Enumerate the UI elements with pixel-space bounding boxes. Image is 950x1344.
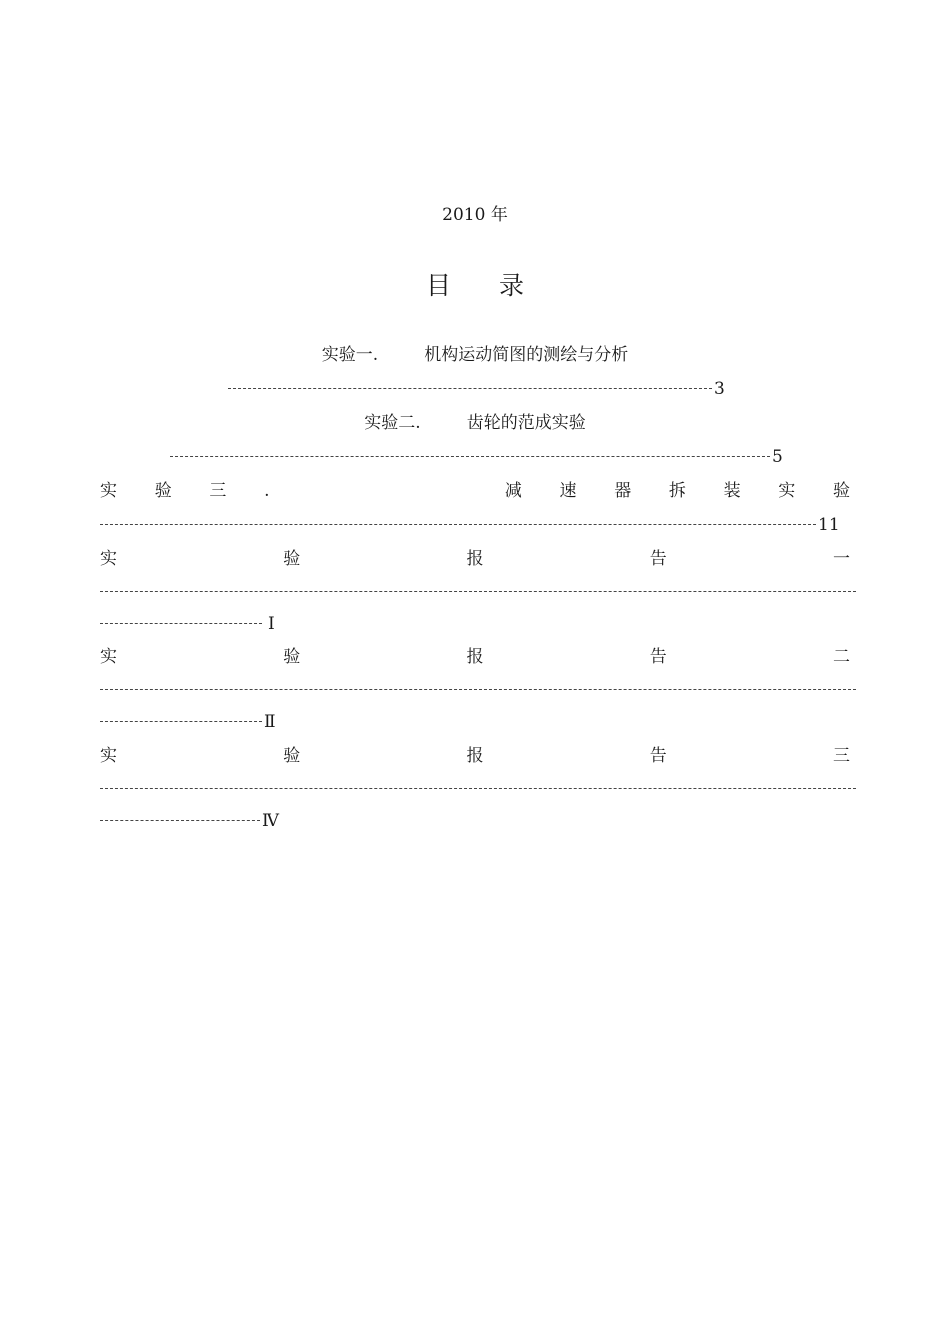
toc-report-1-char: 验 [283,549,301,569]
toc-entry-1-leader [228,377,725,401]
toc-report-2-char: 报 [466,647,484,667]
toc-entry-1-heading [0,343,950,367]
toc-report-3-leader [100,809,279,833]
toc-entry-2-title: 齿轮的范成实验 [466,413,586,433]
toc-report-2-page[interactable]: Ⅱ [264,712,276,732]
toc-entry-2-page[interactable]: 5 [772,447,783,467]
toc-entry-2-leader [170,445,783,469]
toc-report-3-char: 实 [100,746,117,766]
toc-report-2-char: 验 [283,647,301,667]
toc-title: 目录 [425,271,572,300]
toc-report-3-char: 验 [283,746,301,766]
toc-report-2-heading [100,645,850,669]
toc-report-1-char: 一 [833,549,850,569]
toc-report-1-heading [100,547,850,571]
toc-entry-3-heading [100,479,850,503]
toc-report-1-leader [100,612,275,636]
toc-report-3-leader-line [100,788,856,789]
toc-report-1-char: 实 [100,549,117,569]
toc-report-3-heading [100,744,850,768]
toc-entry-3-page[interactable]: 11 [818,515,840,535]
toc-entry-3-char: . [264,481,270,501]
toc-report-2-char: 告 [649,647,667,667]
toc-report-2-leader [100,710,276,734]
toc-entry-1-title: 机构运动简图的测绘与分析 [424,345,629,365]
toc-entry-3-char: 拆 [668,481,686,501]
toc-entry-3-char: 器 [614,481,632,501]
toc-report-1-page[interactable]: Ⅰ [268,614,275,634]
toc-report-3-page[interactable]: Ⅳ [262,811,279,831]
toc-report-2-char: 二 [833,647,850,667]
toc-entry-1-label: 实验一. [321,345,379,365]
toc-entry-2-heading [0,411,950,435]
toc-entry-3-char: 速 [559,481,577,501]
toc-entry-3-char: 验 [832,481,850,501]
toc-report-3-char: 三 [833,746,850,766]
toc-report-1-leader-line [100,591,856,592]
toc-entry-3-leader [100,513,840,537]
toc-report-2-char: 实 [100,647,117,667]
toc-entry-2-label: 实验二. [364,413,421,433]
toc-entry-3-char: 实 [100,481,117,501]
toc-entry-3-char: 减 [504,481,522,501]
toc-report-3-char: 告 [649,746,667,766]
toc-entry-3-spacer [307,479,467,503]
toc-report-3-char: 报 [466,746,484,766]
toc-report-1-char: 告 [649,549,667,569]
toc-entry-3-char: 三 [209,481,227,501]
toc-report-2-leader-line [100,689,856,690]
toc-report-1-char: 报 [466,549,484,569]
toc-entry-1-page[interactable]: 3 [714,379,725,399]
document-year: 2010 年 [442,205,508,225]
toc-entry-3-char: 验 [154,481,172,501]
toc-entry-3-char: 装 [723,481,741,501]
toc-entry-3-char: 实 [778,481,796,501]
